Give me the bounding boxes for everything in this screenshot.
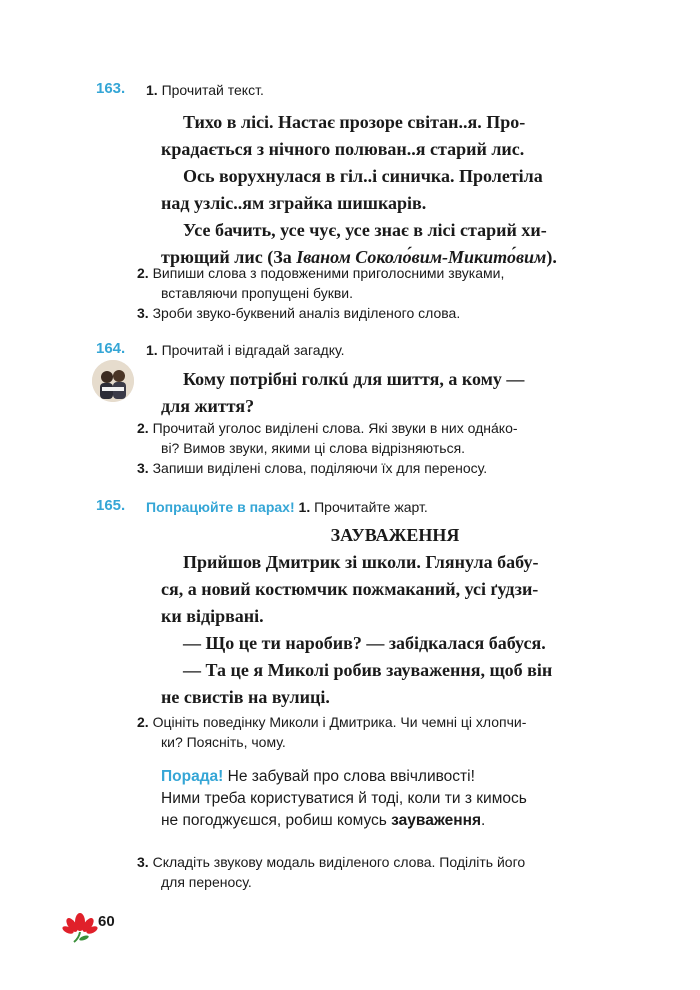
poem-line: Тихо в лісі. Настає прозоре світан..я. Про- [183, 112, 526, 132]
riddle-line: Кому потрібні голкú для шиття, а кому — [183, 369, 525, 389]
story-line: ки відірвані. [161, 606, 264, 626]
exercise-number: 163. [96, 80, 126, 97]
exercise-number: 164. [96, 340, 126, 357]
task-3: 3. Складіть звукову модаль виділеного слова. Поділіть його [137, 854, 526, 870]
highlighted-word: зауваження [391, 812, 482, 829]
flower-icon [62, 908, 98, 944]
task-3: 3. Запиши виділені слова, поділяючи їх для переносу. [137, 460, 488, 476]
step-text: Прочитай текст. [161, 82, 264, 98]
task-2: 2. Прочитай уголос виділені слова. Які звуки в них одна́ко- [137, 420, 518, 436]
story-line: ся, а новий костюмчик пожмаканий, усі ґудзи- [161, 579, 539, 599]
story-line: не свистів на вулиці. [161, 687, 330, 707]
task-2-continued: ки? Поясніть, чому. [161, 734, 286, 750]
exercise-number: 165. [96, 497, 126, 514]
task-2-continued: вставляючи пропущені букви. [161, 285, 353, 301]
poem-line: над узліс..ям зграйка шишкарів. [161, 193, 427, 213]
poem-line: трющий лис (За Іваном Соколо́вим-Микито́вим). [161, 247, 557, 267]
task-3: 3. Зроби звуко-буквений аналіз виділеного слова. [137, 305, 461, 321]
tip-block: Порада! Не забувай про слова ввічливості! Ними треба користуватися й тоді, коли ти з кимось не погоджуєшся, робиш комусь зауваження. [161, 768, 527, 829]
task-3-continued: для переносу. [161, 874, 252, 890]
task-2-continued: ві? Вимов звуки, якими ці слова відрізняються. [161, 440, 466, 456]
author-name: Іваном Соколо́вим-Микито́вим [296, 247, 547, 267]
story-line: Прийшов Дмитрик зі школи. Глянула бабу- [183, 552, 539, 572]
riddle-line: для життя? [161, 396, 255, 416]
page-number: 60 [98, 913, 115, 930]
highlighted-word: життя [194, 396, 246, 416]
poem-line: Усе бачить, усе чує, усе знає в лісі старий хи- [183, 220, 547, 240]
instruction: 1. Прочитай і відгадай загадку. [146, 342, 345, 358]
instruction [146, 80, 264, 100]
story-line: — Та це я Миколі робив зауваження, щоб він [183, 660, 553, 680]
poem-line: Ось ворухнулася в гіл..і синичка. Пролетіла [183, 166, 543, 186]
poem-line: крадається з нічного полюван..я старий лис. [161, 139, 525, 159]
step-number: 1. [146, 82, 158, 98]
highlighted-word: зауваження [386, 660, 481, 680]
instruction: Попрацюйте в парах! 1. Прочитайте жарт. [146, 499, 428, 515]
story-line: — Що це ти наробив? — забідкалася бабуся. [183, 633, 546, 653]
highlighted-word: шиття [386, 369, 440, 389]
story-title: ЗАУВАЖЕННЯ [330, 525, 460, 545]
pair-work-label: Попрацюйте в парах! [146, 499, 295, 515]
task-2: 2. Оцініть поведінку Миколи і Дмитрика. Чи чемні ці хлопчи- [137, 714, 527, 730]
task-2: 2. Випиши слова з подовженими приголосними звуками, [137, 265, 505, 281]
children-photo [92, 360, 134, 402]
tip-label: Порада! [161, 768, 224, 785]
